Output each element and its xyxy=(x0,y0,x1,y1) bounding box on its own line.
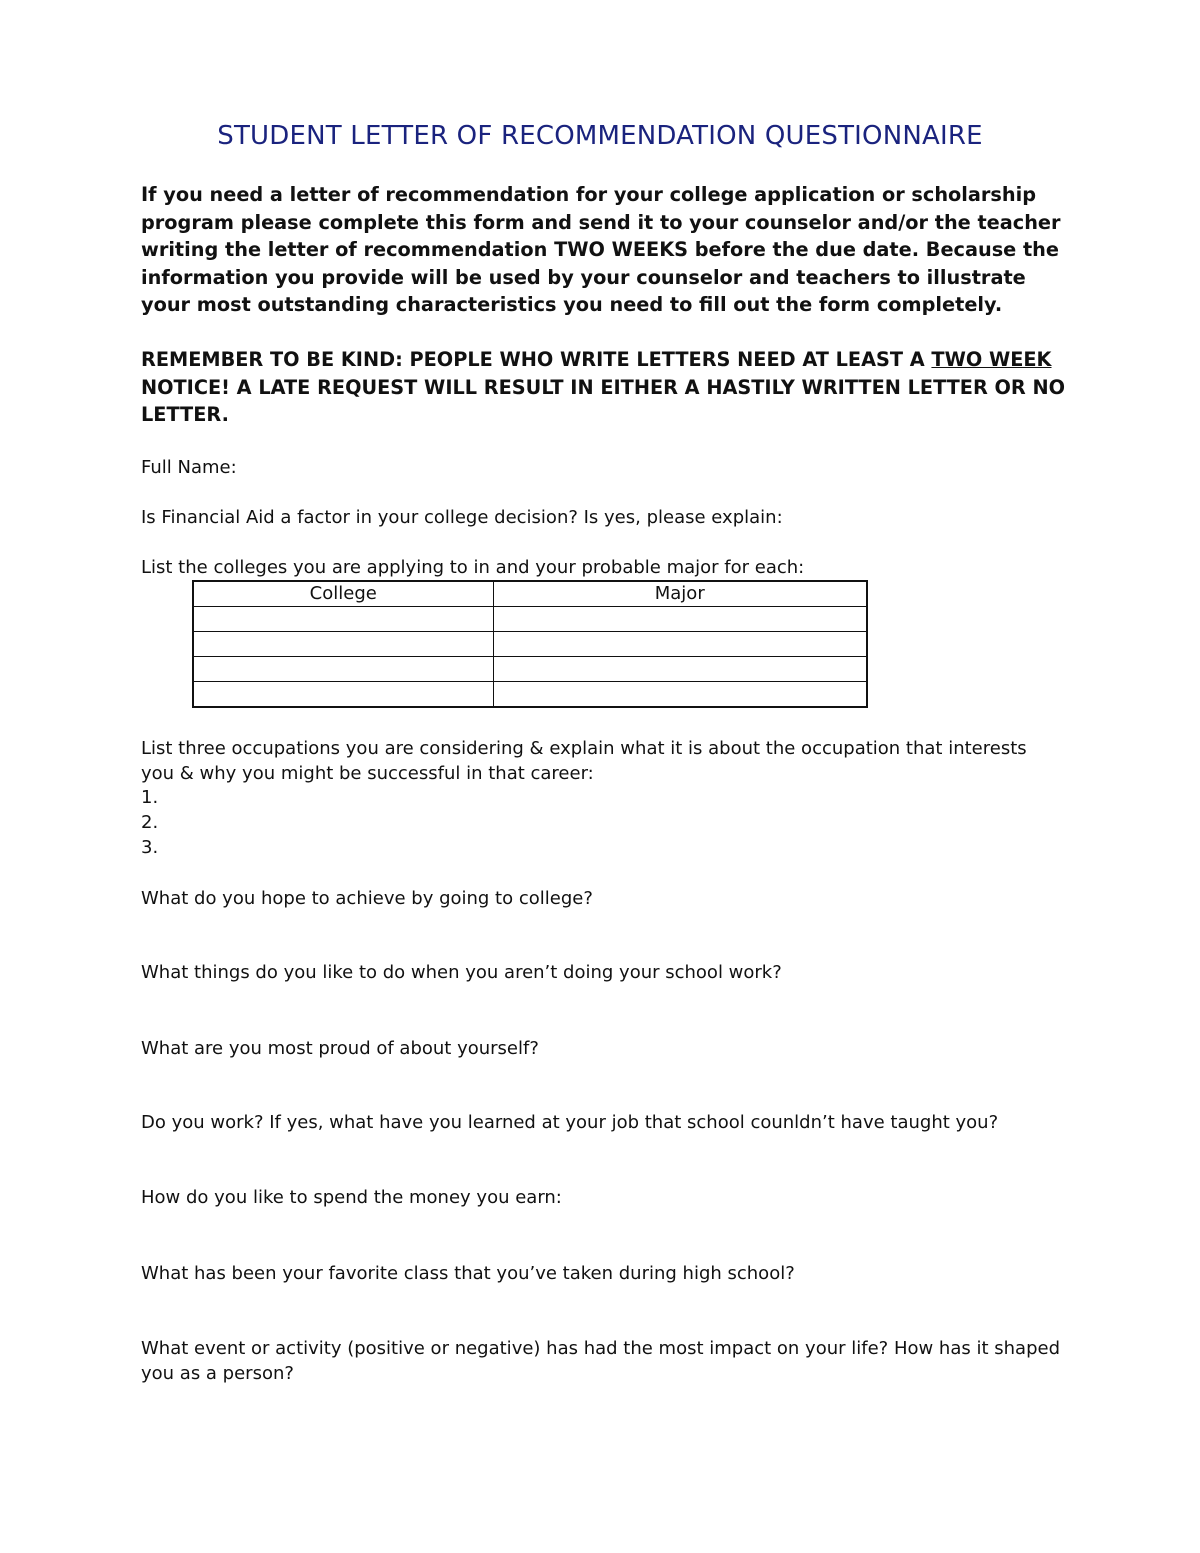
notice-paragraph xyxy=(141,346,1071,429)
occupation-item-3: 3. xyxy=(141,837,159,858)
college-cell[interactable] xyxy=(193,682,493,708)
college-cell[interactable] xyxy=(193,632,493,657)
college-column-header: College xyxy=(193,581,493,607)
page-title: STUDENT LETTER OF RECOMMENDATION QUESTIONNAIRE xyxy=(217,121,983,151)
colleges-list-prompt: List the colleges you are applying to in and your probable major for each: xyxy=(141,557,805,578)
full-name-prompt: Full Name: xyxy=(141,457,237,478)
major-cell[interactable] xyxy=(493,632,867,657)
occupations-prompt: List three occupations you are considering & explain what it is about the occupation that interests you & why you might be successful in that career: xyxy=(141,738,1027,784)
table-row xyxy=(193,682,867,708)
notice-underlined-text: TWO WEEK xyxy=(931,348,1052,371)
money-prompt: How do you like to spend the money you earn: xyxy=(141,1187,562,1208)
college-cell[interactable] xyxy=(193,607,493,632)
financial-aid-prompt: Is Financial Aid a factor in your college decision? Is yes, please explain: xyxy=(141,507,783,528)
achieve-prompt: What do you hope to achieve by going to college? xyxy=(141,888,593,909)
table-row xyxy=(193,632,867,657)
major-cell[interactable] xyxy=(493,607,867,632)
occupation-item-2: 2. xyxy=(141,812,159,833)
intro-paragraph: If you need a letter of recommendation for your college application or scholarship program please complete this form and send it to your counselor and/or the teacher writing the letter of recommendation TWO WEEKS before the due date. Because the information you provide will be used by your counselor and teachers to illustrate your most outstanding characteristics you need to fill out the form completely. xyxy=(141,183,1061,316)
colleges-table xyxy=(192,580,868,708)
work-prompt: Do you work? If yes, what have you learned at your job that school counldn’t have taught you? xyxy=(141,1112,999,1133)
table-header-row xyxy=(193,581,867,607)
college-cell[interactable] xyxy=(193,657,493,682)
notice-text-before: REMEMBER TO BE KIND: PEOPLE WHO WRITE LETTERS NEED AT LEAST A xyxy=(141,348,932,371)
notice-text-after: NOTICE! A LATE REQUEST WILL RESULT IN EITHER A HASTILY WRITTEN LETTER OR NO LETTER. xyxy=(141,375,1066,426)
free-time-prompt: What things do you like to do when you aren’t doing your school work? xyxy=(141,962,782,983)
occupation-item-1: 1. xyxy=(141,787,159,808)
table-row xyxy=(193,657,867,682)
proud-prompt: What are you most proud of about yourself? xyxy=(141,1038,539,1059)
major-column-header: Major xyxy=(493,581,867,607)
table-row xyxy=(193,607,867,632)
major-cell[interactable] xyxy=(493,657,867,682)
favorite-class-prompt: What has been your favorite class that you’ve taken during high school? xyxy=(141,1263,795,1284)
impact-prompt: What event or activity (positive or negative) has had the most impact on your life? How has it shaped you as a person? xyxy=(141,1338,1060,1384)
major-cell[interactable] xyxy=(493,682,867,708)
